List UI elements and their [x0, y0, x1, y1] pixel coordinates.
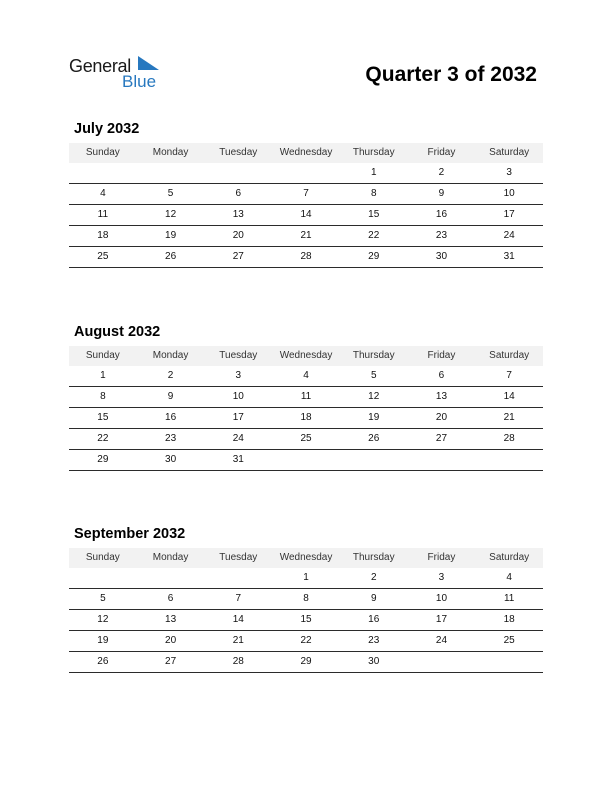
day-cell: 12 [165, 209, 177, 220]
day-cell: 17 [435, 614, 448, 625]
day-cell [272, 163, 340, 183]
week-row [69, 631, 543, 652]
day-cell: 23 [435, 230, 448, 241]
day-cell: 20 [435, 412, 448, 423]
day-cell: 30 [165, 454, 177, 465]
day-cell: 26 [97, 656, 109, 667]
day-cell: 9 [167, 391, 174, 402]
day-cell: 20 [232, 230, 244, 241]
day-cell: 28 [503, 433, 515, 444]
day-cell: 26 [165, 251, 177, 262]
week-row [69, 652, 543, 673]
week-row [69, 610, 543, 631]
weekday-label: Tuesday [219, 552, 258, 563]
day-cell [340, 450, 408, 470]
day-cell [272, 450, 340, 470]
calendar-grid [69, 346, 543, 471]
day-cell: 12 [97, 614, 109, 625]
day-cell: 18 [300, 412, 312, 423]
day-cell: 7 [506, 370, 512, 381]
day-cell: 28 [232, 656, 244, 667]
day-cell: 11 [300, 391, 312, 402]
day-cell: 10 [232, 391, 244, 402]
weekday-label: Sunday [85, 552, 120, 563]
day-cell: 18 [97, 230, 109, 241]
day-cell: 23 [368, 635, 380, 646]
day-cell: 29 [368, 251, 380, 262]
weekday-label: Friday [427, 552, 456, 563]
weekday-label: Thursday [352, 350, 395, 361]
day-cell: 31 [503, 251, 515, 262]
day-cell: 21 [232, 635, 244, 646]
weekday-label: Friday [427, 147, 456, 158]
week-row [69, 163, 543, 184]
weekday-header-row [69, 143, 543, 163]
day-cell [137, 568, 205, 588]
day-cell: 8 [100, 391, 106, 402]
day-cell: 5 [167, 188, 174, 199]
weekday-label: Monday [152, 552, 189, 563]
day-cell: 26 [368, 433, 380, 444]
day-cell: 9 [438, 188, 445, 199]
day-cell: 15 [368, 209, 380, 220]
weekday-label: Wednesday [279, 552, 333, 563]
week-row [69, 450, 543, 471]
week-row [69, 366, 543, 387]
weekday-label: Tuesday [219, 147, 258, 158]
weekday-label: Wednesday [279, 147, 333, 158]
day-cell: 3 [506, 167, 512, 178]
day-cell: 5 [100, 593, 106, 604]
day-cell: 22 [97, 433, 109, 444]
day-cell: 15 [300, 614, 312, 625]
day-cell: 14 [232, 614, 244, 625]
day-cell: 28 [300, 251, 312, 262]
day-cell [475, 450, 543, 470]
day-cell: 1 [303, 572, 309, 583]
day-cell: 8 [303, 593, 309, 604]
week-row [69, 226, 543, 247]
day-cell: 9 [370, 593, 377, 604]
day-cell: 10 [503, 188, 515, 199]
week-row [69, 247, 543, 268]
week-row [69, 387, 543, 408]
weekday-label: Sunday [85, 350, 120, 361]
day-cell: 1 [370, 167, 377, 178]
day-cell: 13 [165, 614, 177, 625]
weekday-label: Friday [427, 350, 456, 361]
day-cell: 19 [97, 635, 109, 646]
day-cell: 27 [435, 433, 448, 444]
logo-text-blue: Blue [122, 72, 157, 91]
day-cell: 7 [303, 188, 309, 199]
week-row [69, 184, 543, 205]
day-cell: 18 [503, 614, 515, 625]
day-cell [408, 652, 476, 672]
day-cell: 25 [300, 433, 312, 444]
day-cell: 16 [368, 614, 380, 625]
day-cell: 6 [438, 370, 445, 381]
day-cell: 5 [370, 370, 377, 381]
weekday-header-row [69, 548, 543, 568]
month-august [69, 321, 543, 471]
day-cell: 25 [503, 635, 515, 646]
day-cell: 19 [165, 230, 177, 241]
day-cell: 29 [300, 656, 312, 667]
day-cell: 2 [438, 167, 445, 178]
page-title: Quarter 3 of 2032 [365, 63, 537, 86]
week-row [69, 429, 543, 450]
day-cell: 13 [232, 209, 244, 220]
day-cell: 4 [100, 188, 106, 199]
day-cell: 2 [370, 572, 377, 583]
day-cell: 20 [165, 635, 177, 646]
day-cell [137, 163, 205, 183]
week-row [69, 568, 543, 589]
day-cell: 23 [165, 433, 177, 444]
weekday-label: Thursday [352, 147, 395, 158]
day-cell: 24 [503, 230, 515, 241]
day-cell: 31 [232, 454, 244, 465]
logo-text-general: General [69, 56, 131, 76]
day-cell: 13 [435, 391, 448, 402]
day-cell: 25 [97, 251, 109, 262]
weekday-label: Saturday [489, 147, 530, 158]
month-september [69, 523, 543, 673]
day-cell [475, 652, 543, 672]
day-cell: 1 [100, 370, 106, 381]
day-cell [204, 163, 272, 183]
day-cell: 3 [235, 370, 242, 381]
weekday-label: Monday [152, 350, 189, 361]
weekday-label: Saturday [489, 552, 530, 563]
day-cell: 29 [97, 454, 109, 465]
weekday-label: Sunday [85, 147, 120, 158]
day-cell: 4 [303, 370, 309, 381]
day-cell: 19 [368, 412, 380, 423]
day-cell [408, 450, 476, 470]
day-cell: 15 [97, 412, 109, 423]
day-cell: 8 [370, 188, 377, 199]
day-cell: 21 [503, 412, 515, 423]
day-cell: 12 [368, 391, 380, 402]
logo [69, 56, 169, 92]
day-cell: 24 [435, 635, 448, 646]
month-title: September 2032 [74, 526, 186, 542]
month-july [69, 118, 543, 268]
day-cell: 30 [368, 656, 380, 667]
day-cell: 27 [232, 251, 244, 262]
day-cell [204, 568, 272, 588]
day-cell [69, 163, 137, 183]
calendar-grid [69, 143, 543, 268]
day-cell: 4 [506, 572, 512, 583]
day-cell: 27 [165, 656, 177, 667]
day-cell: 2 [167, 370, 174, 381]
day-cell: 21 [300, 230, 312, 241]
day-cell: 11 [97, 209, 109, 220]
day-cell: 6 [235, 188, 242, 199]
day-cell: 16 [435, 209, 448, 220]
day-cell: 6 [167, 593, 174, 604]
day-cell: 10 [435, 593, 448, 604]
day-cell: 14 [300, 209, 312, 220]
day-cell: 17 [503, 209, 515, 220]
day-cell: 22 [300, 635, 312, 646]
week-row [69, 408, 543, 429]
month-title: July 2032 [74, 121, 140, 137]
day-cell: 22 [368, 230, 380, 241]
day-cell: 16 [165, 412, 177, 423]
weekday-label: Tuesday [219, 350, 258, 361]
week-row [69, 205, 543, 226]
week-row [69, 589, 543, 610]
day-cell: 7 [235, 593, 242, 604]
day-cell: 24 [232, 433, 244, 444]
day-cell: 3 [438, 572, 445, 583]
day-cell: 17 [232, 412, 244, 423]
weekday-label: Monday [152, 147, 189, 158]
day-cell [69, 568, 137, 588]
weekday-label: Wednesday [279, 350, 333, 361]
weekday-header-row [69, 346, 543, 366]
calendar-grid [69, 548, 543, 673]
weekday-label: Saturday [489, 350, 530, 361]
day-cell: 14 [503, 391, 515, 402]
month-title: August 2032 [74, 324, 161, 340]
day-cell: 30 [435, 251, 448, 262]
weekday-label: Thursday [352, 552, 395, 563]
day-cell: 11 [503, 593, 515, 604]
